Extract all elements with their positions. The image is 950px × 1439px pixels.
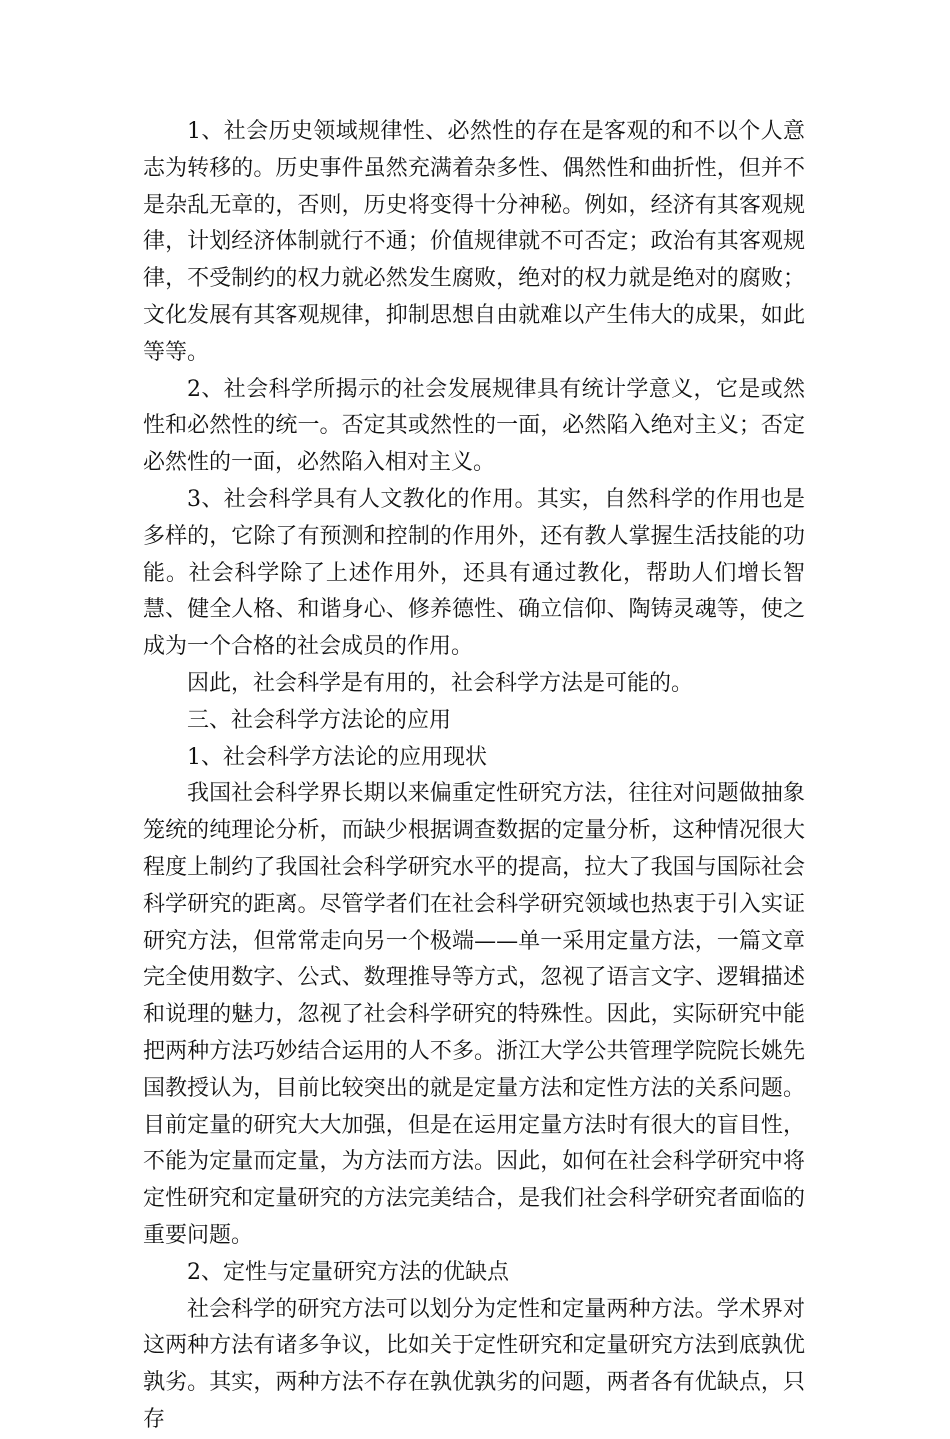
paragraph-humanistic-role: 3、社会科学具有人文教化的作用。其实，自然科学的作用也是多样的，它除了有预测和控制的作用外，还有教人掌握生活技能的功能。社会科学除了上述作用外，还具有通过教化，帮助人们增长智慧、健全人格、和谐身心、修养德性、确立信仰、陶铸灵魂等，使之成为一个合格的社会成员的作用。 bbox=[143, 486, 805, 660]
section-heading-application: 三、社会科学方法论的应用 bbox=[187, 707, 452, 733]
document-body bbox=[143, 114, 805, 1439]
paragraph-law-objectivity: 1、社会历史领域规律性、必然性的存在是客观的和不以个人意志为转移的。历史事件虽然充满着杂多性、偶然性和曲折性，但并不是杂乱无章的，否则，历史将变得十分神秘。例如，经济有其客观规律，计划经济体制就行不通；价值规律就不可否定；政治有其客观规律，不受制约的权力就必然发生腐败，绝对的权力就是绝对的腐败；文化发展有其客观规律，抑制思想自由就难以产生伟大的成果，如此等等。 bbox=[143, 119, 805, 365]
subsection-heading-status: 1、社会科学方法论的应用现状 bbox=[187, 744, 487, 770]
paragraph-pros-cons: 社会科学的研究方法可以划分为定性和定量两种方法。学术界对这两种方法有诸多争议，比如关于定性研究和定量研究方法到底孰优孰劣。其实，两种方法不存在孰优孰劣的问题，两者各有优缺点，只存 bbox=[143, 1296, 805, 1432]
paragraph-conclusion: 因此，社会科学是有用的，社会科学方法是可能的。 bbox=[187, 670, 694, 696]
paragraph-application-status: 我国社会科学界长期以来偏重定性研究方法，往往对问题做抽象笼统的纯理论分析，而缺少根据调查数据的定量分析，这种情况很大程度上制约了我国社会科学研究水平的提高，拉大了我国与国际社会科学研究的距离。尽管学者们在社会科学研究领域也热衷于引入实证研究方法，但常常走向另一个极端——单一采用定量方法，一篇文章完全使用数字、公式、数理推导等方式，忽视了语言文字、逻辑描述和说理的魅力，忽视了社会科学研究的特殊性。因此，实际研究中能把两种方法巧妙结合运用的人不多。浙江大学公共管理学院院长姚先国教授认为，目前比较突出的就是定量方法和定性方法的关系问题。目前定量的研究大大加强，但是在运用定量方法时有很大的盲目性，不能为定量而定量，为方法而方法。因此，如何在社会科学研究中将定性研究和定量研究的方法完美结合，是我们社会科学研究者面临的重要问题。 bbox=[143, 781, 805, 1248]
paragraph-statistical-law: 2、社会科学所揭示的社会发展规律具有统计学意义，它是或然性和必然性的统一。否定其或然性的一面，必然陷入绝对主义；否定必然性的一面，必然陷入相对主义。 bbox=[143, 376, 805, 476]
subsection-heading-pros-cons: 2、定性与定量研究方法的优缺点 bbox=[187, 1259, 509, 1285]
